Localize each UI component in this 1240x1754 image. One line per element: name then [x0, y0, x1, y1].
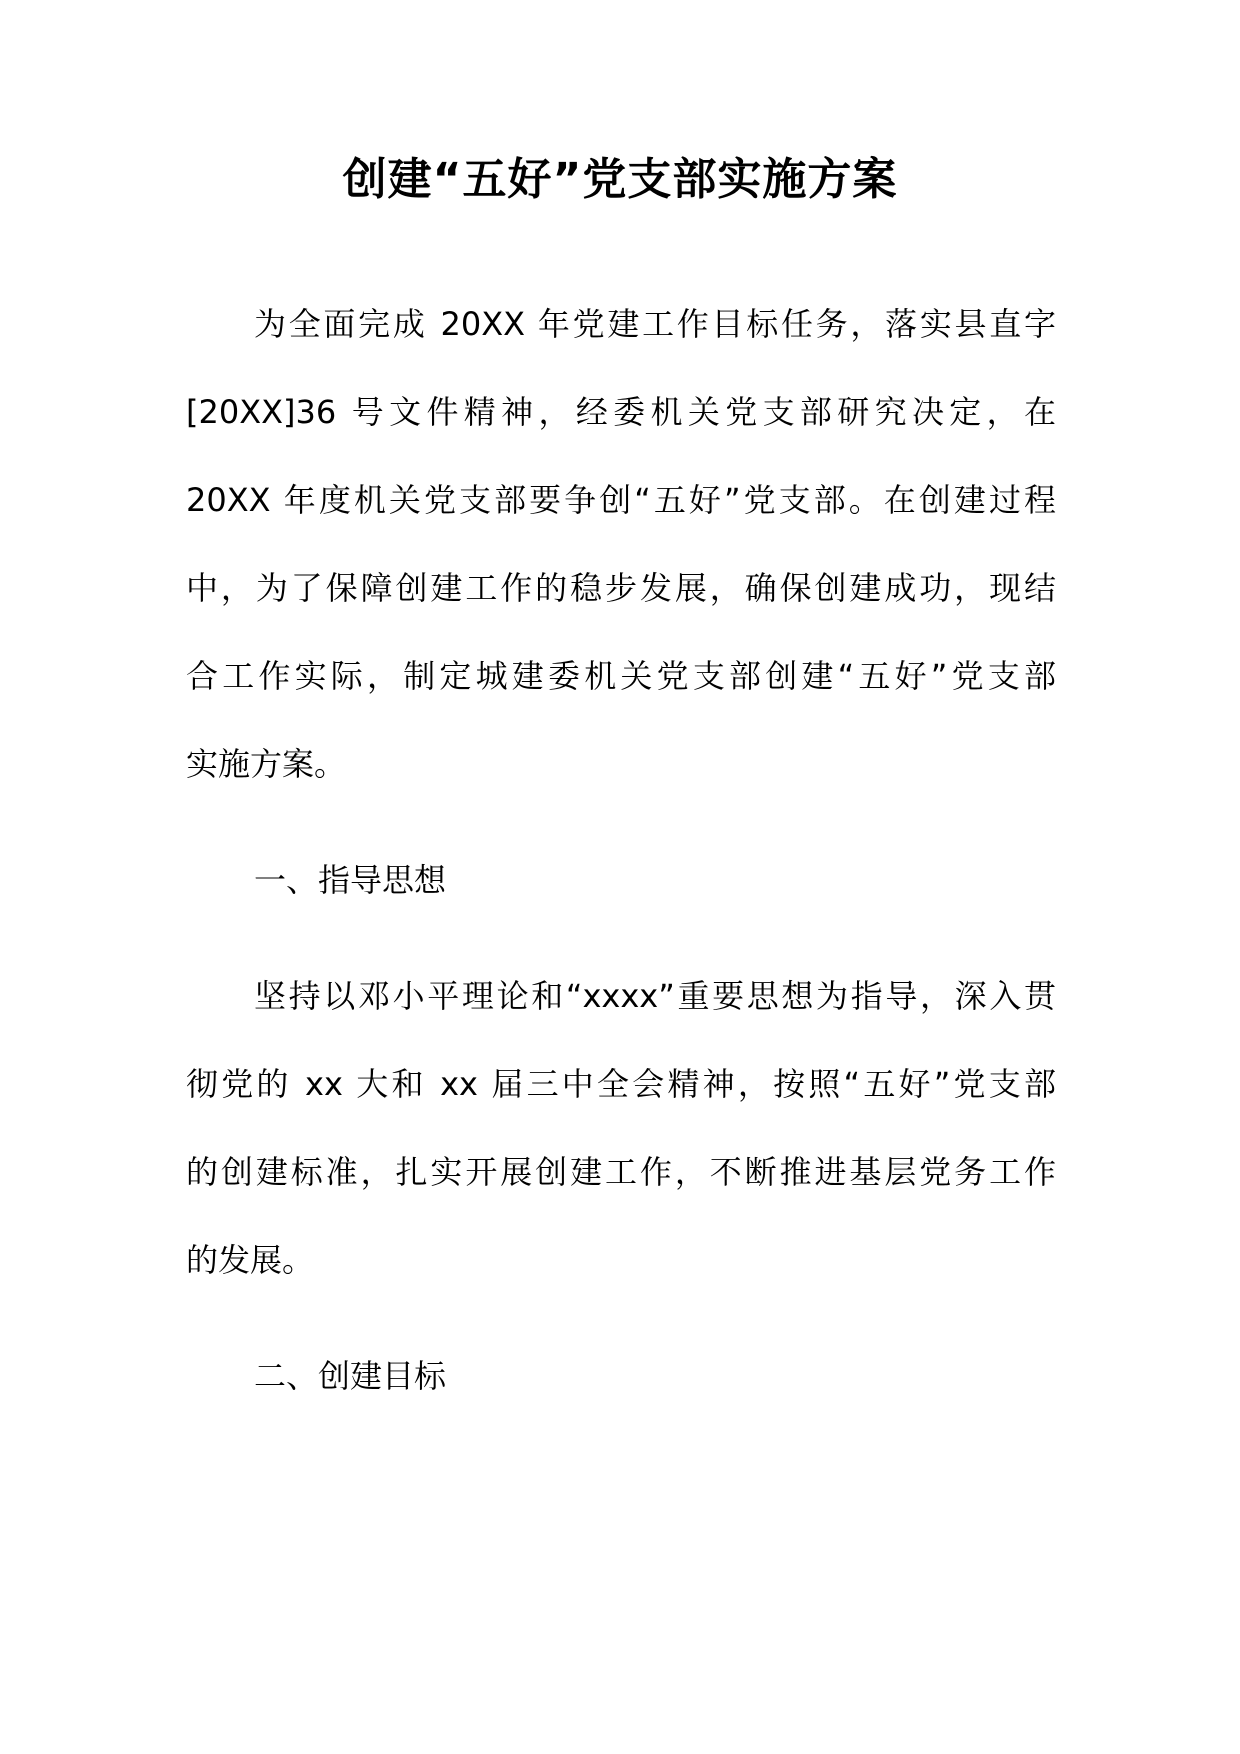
section1-paragraph-line: 彻党的 xx 大和 xx 届三中全会精神，按照“五好”党支部 [186, 1065, 1056, 1103]
section-heading-creation-goals: 二、创建目标 [254, 1357, 447, 1395]
intro-paragraph-line: 合工作实际，制定城建委机关党支部创建“五好”党支部 [186, 657, 1056, 695]
section1-paragraph-line: 坚持以邓小平理论和“xxxx”重要思想为指导，深入贯 [254, 977, 1056, 1015]
document-title: 创建“五好”党支部实施方案 [342, 154, 898, 205]
intro-paragraph-line: 为全面完成 20XX 年党建工作目标任务，落实县直字 [254, 305, 1056, 343]
section-heading-guiding-ideology: 一、指导思想 [254, 861, 447, 899]
intro-paragraph-line: 中，为了保障创建工作的稳步发展，确保创建成功，现结 [186, 569, 1056, 607]
section1-paragraph-line: 的创建标准，扎实开展创建工作，不断推进基层党务工作 [186, 1153, 1056, 1191]
intro-paragraph-line: 20XX 年度机关党支部要争创“五好”党支部。在创建过程 [186, 481, 1056, 519]
intro-paragraph-line: [20XX]36 号文件精神，经委机关党支部研究决定，在 [186, 393, 1056, 431]
intro-paragraph-line: 实施方案。 [186, 745, 347, 783]
section1-paragraph-line: 的发展。 [186, 1241, 315, 1279]
